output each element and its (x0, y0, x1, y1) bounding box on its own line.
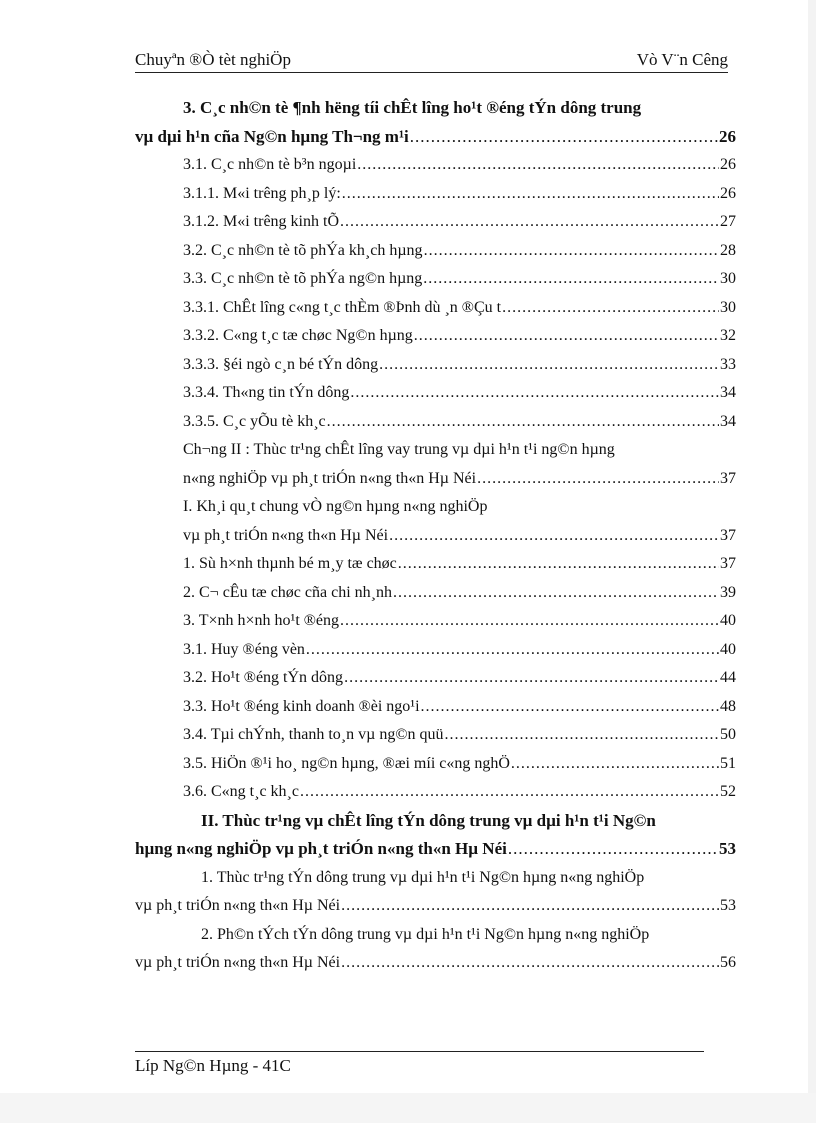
toc-page-number: 56 (720, 954, 736, 971)
toc-entry-text: 3.3. C¸c nh©n tè tõ phÝa ng©n hµng (183, 270, 423, 287)
toc-entry-text: 3.3. Ho¹t ®éng kinh doanh ®èi ngo¹i (183, 697, 420, 715)
page-bottom-shadow (0, 1093, 816, 1123)
toc-entry-text: 3.1. Huy ®éng vèn (183, 640, 305, 658)
toc-page-number: 37 (720, 526, 736, 544)
toc-page-number: 48 (720, 697, 736, 715)
toc-page-number: 28 (720, 241, 736, 259)
toc-entry-line (135, 807, 736, 836)
toc-entry-text: vµ ph¸t triÓn n«ng th«n Hµ Néi (135, 954, 341, 971)
dot-leader (341, 949, 719, 978)
toc-entry (135, 208, 736, 237)
toc-page-number: 30 (720, 298, 736, 316)
toc-entry (135, 379, 736, 408)
dot-leader (357, 151, 719, 180)
toc-page-number: 53 (719, 839, 736, 858)
toc-entry-text: 3.3.3. §éi ngò c¸n bé tÝn dông (183, 355, 379, 373)
toc-entry-text: vµ ph¸t triÓn n«ng th«n Hµ Néi (183, 526, 389, 544)
toc-entry-text: II. Thùc tr¹ng vµ chÊt lîng tÝn dông trung vµ dµi h¹n t¹i Ng©n (201, 810, 656, 830)
toc-page-number: 40 (720, 612, 736, 629)
toc-entry-text: n«ng nghiÖp vµ ph¸t triÓn n«ng th«n Hµ Néi (183, 469, 477, 487)
toc-entry-text: 3. C¸c nh©n tè ¶nh hëng tíi chÊt lîng ho¹t ®éng tÝn dông trung (183, 98, 642, 117)
toc-page-number: 40 (720, 640, 736, 658)
dot-leader (414, 322, 719, 351)
toc-page-number: 27 (720, 213, 736, 230)
toc-entry (135, 151, 736, 180)
toc-page-number: 26 (720, 184, 736, 202)
toc-entry-text: 3.1.1. M«i trêng ph¸p lý: (183, 184, 341, 202)
dot-leader (300, 778, 719, 807)
toc-entry-text: 3.6. C«ng t¸c kh¸c (183, 783, 299, 800)
dot-leader (340, 607, 719, 636)
toc-entry (135, 892, 736, 921)
toc-entry-text: 3.5. HiÖn ®¹i ho¸ ng©n hµng, ®æi míi c«ng nghÖ (183, 754, 510, 772)
page-footer: Líp Ng©n Hµng - 41C (135, 1056, 291, 1075)
toc-page-number: 32 (720, 327, 736, 344)
toc-entry-text: Ch¬ng II : Thùc tr¹ng chÊt lîng vay trung vµ dµi h¹n t¹i ng©n hµng (183, 441, 615, 458)
toc-entry (135, 721, 736, 750)
dot-leader (421, 693, 719, 722)
dot-leader (502, 294, 719, 323)
toc-entry-text: 3.2. Ho¹t ®éng tÝn dông (183, 669, 344, 686)
toc-entry (135, 265, 736, 294)
toc-entry (135, 237, 736, 266)
toc-page-number: 34 (720, 384, 736, 401)
page-header (135, 48, 728, 73)
dot-leader (342, 180, 719, 209)
toc-entry-text: vµ ph¸t triÓn n«ng th«n Hµ Néi (135, 897, 341, 914)
toc-entry-text: 3.1.2. M«i trêng kinh tÕ (183, 213, 339, 230)
toc-entry (135, 351, 736, 380)
toc-page-number: 34 (720, 412, 736, 430)
header-author: Vò V¨n Cêng (636, 50, 728, 69)
dot-leader (445, 721, 720, 750)
toc-entry (135, 750, 736, 779)
toc-entry-line (135, 864, 736, 893)
dot-leader (424, 237, 719, 266)
toc-entry (135, 778, 736, 807)
toc-entry (135, 294, 736, 323)
dot-leader (410, 123, 718, 152)
header-title: Chuyªn ®Ò tèt nghiÖp (135, 50, 291, 69)
toc-entry (135, 180, 736, 209)
toc-page-number: 50 (720, 726, 736, 743)
toc-page-number: 37 (720, 469, 736, 487)
toc-entry-text: vµ dµi h¹n cña Ng©n hµng Th¬ng m¹i (135, 126, 409, 146)
toc-page-number: 30 (720, 270, 736, 287)
dot-leader (398, 550, 719, 579)
footer-rule (135, 1051, 704, 1052)
toc-page-number: 26 (719, 126, 736, 146)
toc-entry (135, 322, 736, 351)
dot-leader (306, 636, 719, 665)
toc-page-number: 51 (720, 754, 736, 772)
toc-entry (135, 579, 736, 608)
dot-leader (393, 579, 719, 608)
toc-entry (135, 408, 736, 437)
toc-entry-text: 3.3.1. ChÊt lîng c«ng t¸c thÈm ®Þnh dù ¸n ®Çu t (183, 298, 502, 316)
toc-entry-text: 2. C¬ cÊu tæ chøc cña chi nh¸nh (183, 583, 392, 601)
toc-entry-line (135, 921, 736, 950)
toc-entry (135, 550, 736, 579)
toc-entry-text: 3. T×nh h×nh ho¹t ®éng (183, 612, 340, 629)
toc-entry (135, 636, 736, 665)
toc-entry-text: 3.3.2. C«ng t¸c tæ chøc Ng©n hµng (183, 327, 413, 344)
toc-entry-line (135, 94, 736, 123)
toc-page-number: 44 (720, 669, 736, 686)
toc-entry (135, 607, 736, 636)
toc-entry-text: 1. Thùc tr¹ng tÝn dông trung vµ dµi h¹n t¹i Ng©n hµng n«ng nghiÖp (201, 868, 645, 886)
page-edge-shadow (808, 0, 816, 1123)
toc-entry-text: hµng n«ng nghiÖp vµ ph¸t triÓn n«ng th«n Hµ Néi (135, 839, 507, 858)
toc-entry (135, 693, 736, 722)
toc-page-number: 53 (720, 897, 736, 914)
toc-entry-text: 3.2. C¸c nh©n tè tõ phÝa kh¸ch hµng (183, 241, 423, 259)
toc-entry (135, 465, 736, 494)
toc-page-number: 26 (720, 156, 736, 173)
toc-entry-text: 3.1. C¸c nh©n tè b³n ngoµi (183, 156, 357, 173)
dot-leader (350, 379, 719, 408)
dot-leader (511, 750, 719, 779)
toc-entry (135, 123, 736, 152)
toc-entry-line (135, 436, 736, 465)
dot-leader (477, 465, 719, 494)
toc-entry (135, 835, 736, 864)
toc-entry-line (135, 493, 736, 522)
toc-page-number: 39 (720, 583, 736, 601)
dot-leader (327, 408, 719, 437)
dot-leader (340, 208, 719, 237)
toc-entry-text: 3.4. Tµi chÝnh, thanh to¸n vµ ng©n quü (183, 726, 444, 743)
toc-entry (135, 949, 736, 978)
dot-leader (508, 835, 718, 864)
table-of-contents (135, 94, 736, 978)
toc-page-number: 37 (720, 555, 736, 572)
toc-page-number: 52 (720, 783, 736, 800)
toc-entry (135, 664, 736, 693)
toc-entry (135, 522, 736, 551)
dot-leader (379, 351, 719, 380)
dot-leader (344, 664, 719, 693)
toc-entry-text: 1. Sù h×nh thµnh bé m¸y tæ chøc (183, 555, 397, 572)
dot-leader (423, 265, 719, 294)
dot-leader (341, 892, 719, 921)
toc-entry-text: 2. Ph©n tÝch tÝn dông trung vµ dµi h¹n t¹i Ng©n hµng n«ng nghiÖp (201, 925, 650, 943)
toc-entry-text: I. Kh¸i qu¸t chung vÒ ng©n hµng n«ng nghiÖp (183, 498, 488, 515)
toc-entry-text: 3.3.5. C¸c yÕu tè kh¸c (183, 412, 326, 430)
toc-entry-text: 3.3.4. Th«ng tin tÝn dông (183, 384, 350, 401)
toc-page-number: 33 (720, 355, 736, 373)
dot-leader (389, 522, 719, 551)
